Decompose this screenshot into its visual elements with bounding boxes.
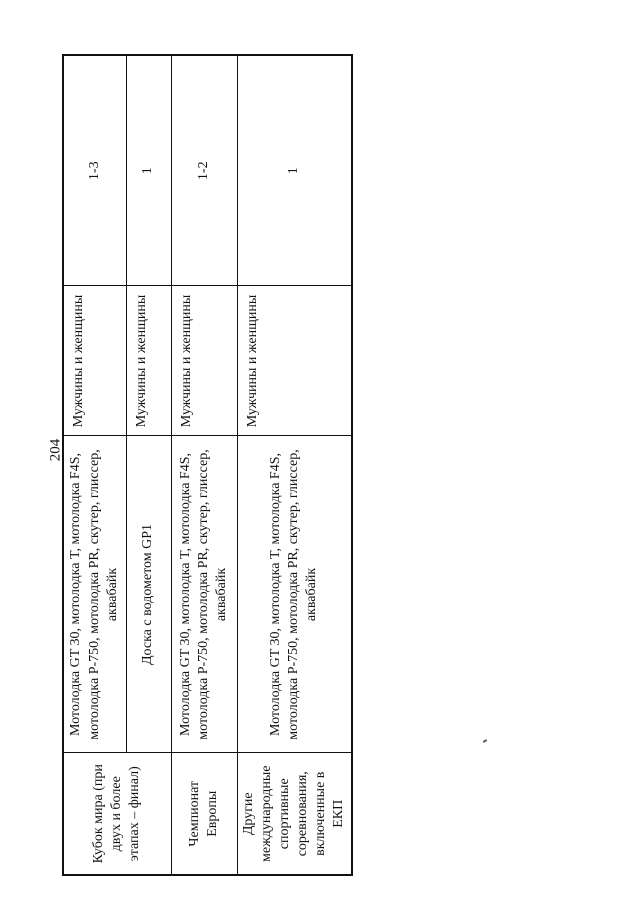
- places-cell: 1: [237, 55, 352, 286]
- gender-cell: Мужчины и женщины: [171, 286, 237, 436]
- scan-speck: [483, 739, 487, 743]
- gender-cell: Мужчины и женщины: [126, 286, 171, 436]
- vessel-class-cell: Мотолодка GT 30, мотолодка T, мотолодка F4S, мотолодка P-750, мотолодка PR, скутер, глиссер, аквабайк: [63, 436, 126, 753]
- competition-table-rotated: [62, 56, 347, 876]
- places-cell: 1: [126, 55, 171, 286]
- table-row: [171, 55, 237, 875]
- table-row: [126, 55, 171, 875]
- table-row: [237, 55, 352, 875]
- table-row: [63, 55, 126, 875]
- vessel-class-cell: Мотолодка GT 30, мотолодка T, мотолодка F4S, мотолодка P-750, мотолодка PR, скутер, глиссер, аквабайк: [237, 436, 352, 753]
- vessel-class-cell: Доска с водометом GP1: [126, 436, 171, 753]
- competition-table: [62, 54, 353, 876]
- event-cell: Чемпионат Европы: [171, 753, 237, 875]
- gender-cell: Мужчины и женщины: [63, 286, 126, 436]
- gender-cell: Мужчины и женщины: [237, 286, 352, 436]
- vessel-class-cell: Мотолодка GT 30, мотолодка T, мотолодка F4S, мотолодка P-750, мотолодка PR, скутер, глиссер, аквабайк: [171, 436, 237, 753]
- event-cell: Другие международные спортивные соревнования, включенные в ЕКП: [237, 753, 352, 875]
- places-cell: 1-2: [171, 55, 237, 286]
- event-cell: Кубок мира (при двух и более этапах – финал): [63, 753, 171, 875]
- page-number: 204: [47, 438, 64, 462]
- places-cell: 1-3: [63, 55, 126, 286]
